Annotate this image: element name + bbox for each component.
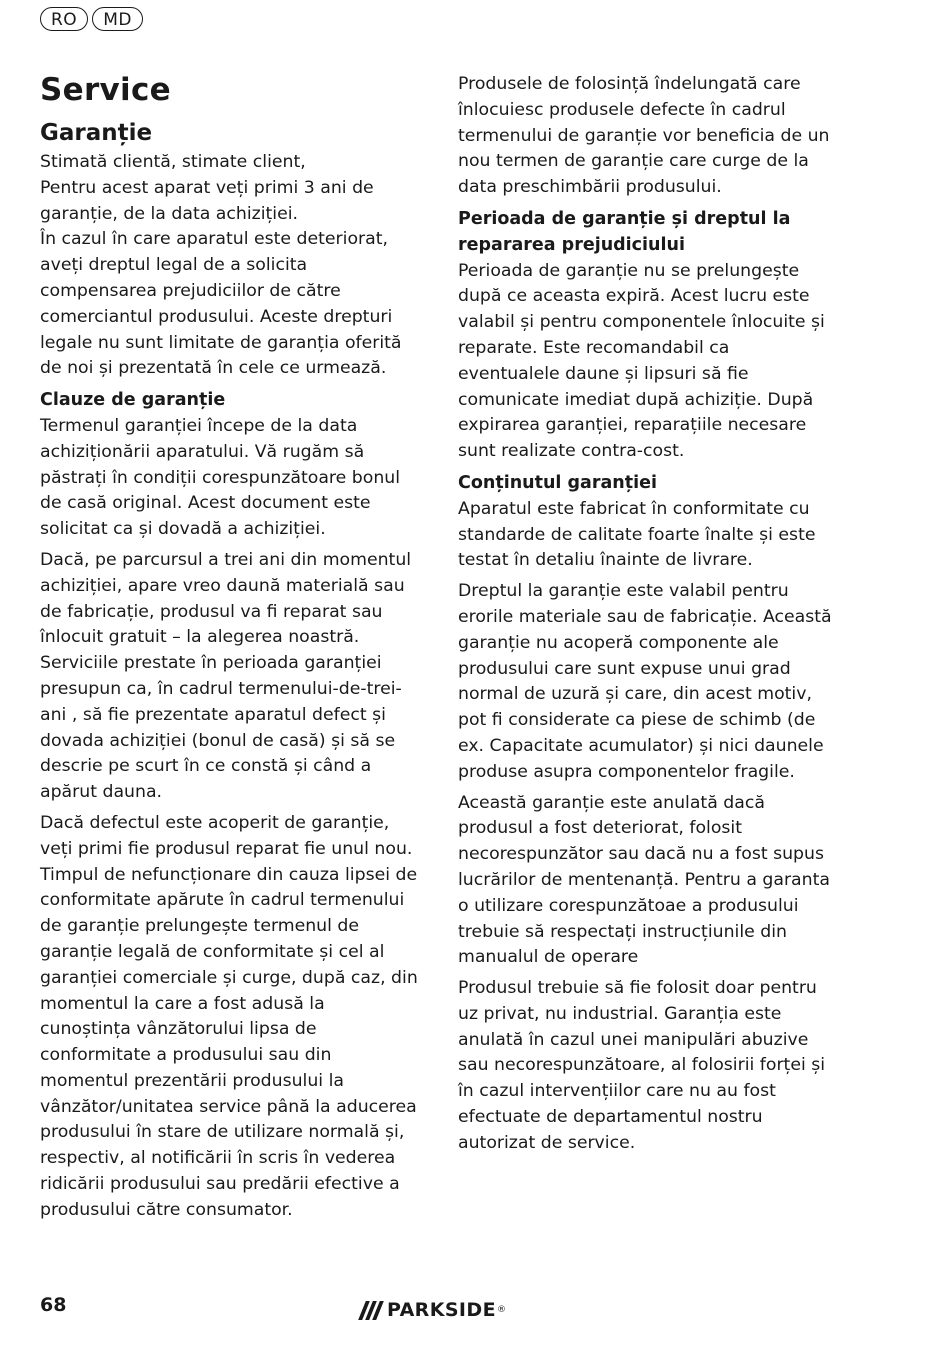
intro-line: Stimată clientă, stimate client, [40, 152, 306, 172]
paragraph: Termenul garanției începe de la data achiziționării aparatului. Vă rugăm să păstrați în condiții corespunzătoare bonul de casă original. Acest document este solicitat ca și dovadă a achiziției. [40, 415, 401, 540]
brand-logo [362, 1298, 506, 1322]
brand-name: PARKSIDE [387, 1299, 496, 1321]
paragraph: Produsul trebuie să fie folosit doar pentru uz privat, nu industrial. Garanția este anulată în cazul unei manipulări abuzive sau necorespunzătoare, al folosirii forței și în cazul intervențiilor care nu au fost efectuate de departamentul nostru autorizat de service. [458, 978, 826, 1153]
intro-line: În cazul în care aparatul este deteriorat, aveți dreptul legal de a solicita compensarea prejudiciilor de către comerciantul produsului. Aceste drepturi legale nu sunt limitate de garanția oferită de noi și prezentată în cele ce urmează. [40, 229, 402, 379]
lang-badge-md: MD [92, 7, 143, 31]
intro-greeting [40, 150, 418, 382]
registered-mark: ® [496, 1305, 506, 1315]
intro-line: Pentru acest aparat veți primi 3 ani de garanție, de la data achiziției. [40, 177, 374, 224]
right-column [458, 72, 836, 1162]
page-title: Service [40, 72, 171, 108]
paragraph: Produsele de folosință îndelungată care înlocuiesc produsele defecte în cadrul termenului de garanție vor beneficia de un nou termen de garanție care curge de la data preschimbării produsului. [458, 74, 830, 198]
paragraph: Dreptul la garanție este valabil pentru erorile materiale sau de fabricație. Această garanție nu acoperă componente ale produsului care sunt expuse unui grad normal de uzură și care, din acest motiv, pot fi considerate ca piese de schimb (de ex. Capacitate acumulator) și nici daunele produse asupra componentelor fragile. [458, 581, 832, 782]
section-heading-clauses: Clauze de garanție [40, 390, 226, 411]
language-badges [40, 7, 143, 31]
paragraph: Această garanție este anulată dacă produsul a fost deteriorat, folosit necorespunzător sau dacă nu a fost supus lucrărilor de mentenanță. Pentru a garanta o utilizare corespunzătoae a produsului trebuie să respectați instrucțiunile din manualul de operare [458, 792, 830, 968]
paragraph: Aparatul este fabricat în conformitate cu standarde de calitate foarte înalte și este testat în detaliu înainte de livrare. [458, 498, 816, 571]
section-heading-content: Conținutul garanției [458, 472, 657, 493]
left-column [40, 70, 418, 1229]
paragraph: Perioada de garanție nu se prelungește după ce aceasta expiră. Acest lucru este valabil și pentru componentele înlocuite și reparate. Este recomandabil ca eventualele daune și lipsuri să fie comunicate imediat după achiziție. După expirarea garanției, reparațiile necesare sunt realizate contra-cost. [458, 260, 825, 462]
paragraph: Dacă, pe parcursul a trei ani din momentul achiziției, apare vreo daună materială sau de fabricație, produsul va fi reparat sau înlocuit gratuit – la alegerea noastră. Serviciile prestate în perioada garanției presupun ca, în cadrul termenului-de-trei-ani , să fie prezentate aparatul defect și dovada achiziției (bonul de casă) și să se descrie pe scurt în ce constă și când a apărut dauna. [40, 549, 412, 803]
brand-slashes-icon [362, 1301, 380, 1320]
lang-badge-ro: RO [40, 7, 88, 31]
section-heading-period: Perioada de garanție și dreptul la repararea prejudiciului [458, 208, 791, 255]
section-heading-guarantee: Garanție [40, 120, 153, 146]
page-number: 68 [40, 1294, 67, 1316]
paragraph: Dacă defectul este acoperit de garanție, veți primi fie produsul reparat fie unul nou. Timpul de nefuncționare din cauza lipsei de conformitate apărute în cadrul termenului de garanție prelungește termenul de garanție legală de conformitate și cel al garanției comerciale și curge, după caz, din momentul la care a fost adusă la cunoștința vânzătorului lipsa de conformitate a produsului sau din momentul prezentării produsului la vânzător/unitatea service până la aducerea produsului în stare de utilizare normală și, respectiv, al notificării în scris în vederea ridicării produsului sau predării efective a produsului către consumator. [40, 812, 418, 1220]
